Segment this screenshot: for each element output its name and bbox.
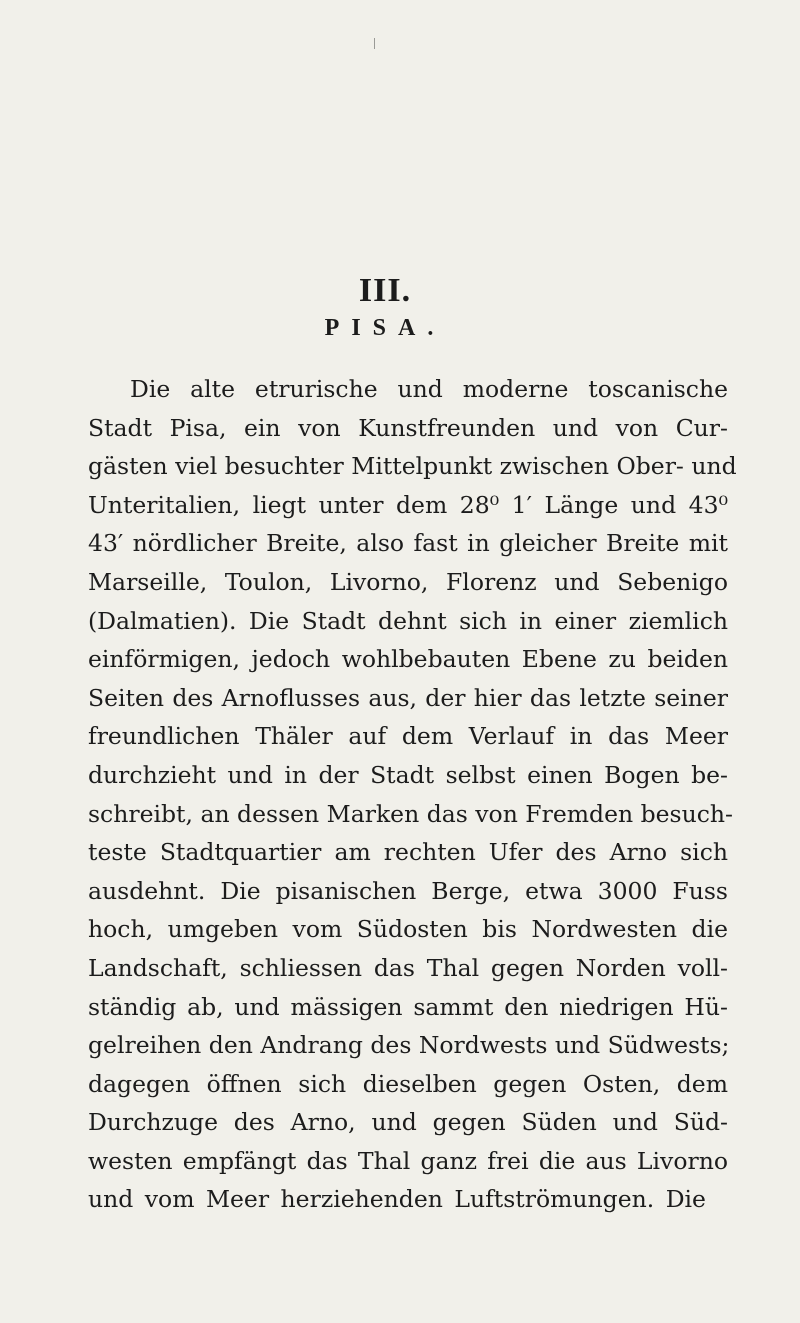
text-line: Stadt Pisa, ein von Kunstfreunden und von Cur- <box>88 413 728 442</box>
text-line: Unteritalien, liegt unter dem 28⁰ 1′ Länge und 43⁰ <box>88 490 728 519</box>
text-line: Landschaft, schliessen das Thal gegen Norden voll- <box>88 953 728 982</box>
text-line: freundlichen Thäler auf dem Verlauf in das Meer <box>88 722 728 751</box>
body-paragraph <box>88 370 737 1219</box>
text-line: Marseille, Toulon, Livorno, Florenz und Sebenigo <box>88 567 728 596</box>
text-line: 43′ nördlicher Breite, also fast in gleicher Breite mit <box>88 529 728 558</box>
chapter-title: PISA. <box>324 315 446 341</box>
text-line: hoch, umgeben vom Südosten bis Nordwesten die <box>88 915 728 944</box>
text-line: einförmigen, jedoch wohlbebauten Ebene zu beiden <box>88 645 728 674</box>
text-line: westen empfängt das Thal ganz frei die aus Livorno <box>88 1146 728 1175</box>
text-line: ausdehnt. Die pisanischen Berge, etwa 3000 Fuss <box>88 876 728 905</box>
text-line: Seiten des Arnoflusses aus, der hier das letzte seiner <box>88 683 728 712</box>
stray-mark <box>374 38 375 49</box>
text-line: gästen viel besuchter Mittelpunkt zwischen Ober- und <box>88 452 737 481</box>
text-line: durchzieht und in der Stadt selbst einen Bogen be- <box>88 760 728 789</box>
text-line: Durchzuge des Arno, und gegen Süden und Süd- <box>88 1108 728 1137</box>
text-line: ständig ab, und mässigen sammt den niedrigen Hü- <box>88 992 728 1021</box>
text-line: schreibt, an dessen Marken das von Fremden besuch- <box>88 799 733 828</box>
text-line: teste Stadtquartier am rechten Ufer des Arno sich <box>88 838 728 867</box>
chapter-number: III. <box>358 272 412 309</box>
text-line: und vom Meer herziehenden Luftströmungen. Die <box>88 1185 706 1214</box>
text-line: Die alte etrurische und moderne toscanische <box>130 375 728 403</box>
text-line: dagegen öffnen sich dieselben gegen Osten, dem <box>88 1069 728 1098</box>
text-line: gelreihen den Andrang des Nordwests und Südwests; <box>88 1031 730 1060</box>
text-line: (Dalmatien). Die Stadt dehnt sich in einer ziemlich <box>88 606 728 635</box>
